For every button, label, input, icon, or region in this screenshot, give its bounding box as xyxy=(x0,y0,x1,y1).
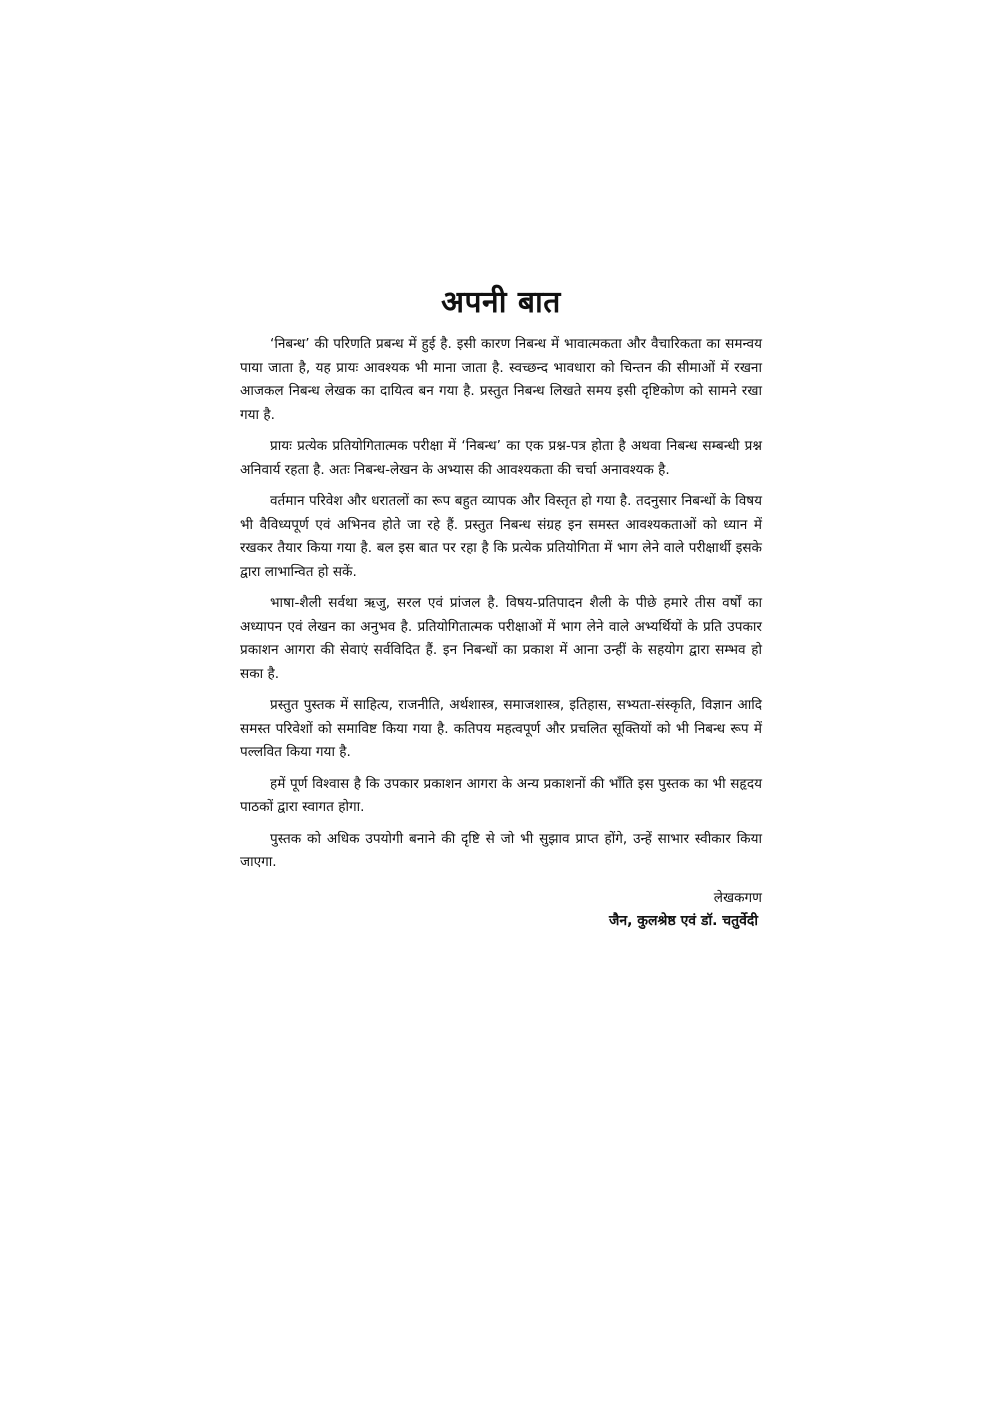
paragraph: हमें पूर्ण विश्वास है कि उपकार प्रकाशन आगरा के अन्य प्रकाशनों की भाँति इस पुस्तक का भी सहृदय पाठकों द्वारा स्वागत होगा. xyxy=(240,775,762,815)
author-names: जैन, कुलश्रेष्ठ एवं डॉ. चतुर्वेदी xyxy=(608,912,758,929)
signature-role: लेखकगण xyxy=(713,889,762,906)
paragraph: प्रस्तुत पुस्तक में साहित्य, राजनीति, अर्थशास्त्र, समाजशास्त्र, इतिहास, सभ्यता-संस्कृति, विज्ञान आदि समस्त परिवेशों को समाविष्ट किया गया है. कतिपय महत्वपूर्ण और प्रचलित सूक्तियों को भी निबन्ध रूप में पल्लवित किया गया है. xyxy=(240,697,762,760)
page-title: अपनी बात xyxy=(441,285,561,320)
paragraph: वर्तमान परिवेश और धरातलों का रूप बहुत व्यापक और विस्तृत हो गया है. तदनुसार निबन्धों के विषय भी वैविध्यपूर्ण एवं अभिनव होते जा रहे हैं. प्रस्तुत निबन्ध संग्रह इन समस्त आवश्यकताओं को ध्यान में रखकर तैयार किया गया है. बल इस बात पर रहा है कि प्रत्येक प्रतियोगिता में भाग लेने वाले परीक्षार्थी इसके द्वारा लाभान्वित हो सकें. xyxy=(240,493,762,580)
paragraph: पुस्तक को अधिक उपयोगी बनाने की दृष्टि से जो भी सुझाव प्राप्त होंगे, उन्हें साभार स्वीकार किया जाएगा. xyxy=(240,830,762,870)
paragraph: ‘निबन्ध’ की परिणति प्रबन्ध में हुई है. इसी कारण निबन्ध में भावात्मकता और वैचारिकता का समन्वय पाया जाता है, यह प्रायः आवश्यक भी माना जाता है. स्वच्छन्द भावधारा को चिन्तन की सीमाओं में रखना आजकल निबन्ध लेखक का दायित्व बन गया है. प्रस्तुत निबन्ध लिखते समय इसी दृष्टिकोण को सामने रखा गया है. xyxy=(240,336,762,423)
signature-block xyxy=(240,887,762,933)
preface-page xyxy=(240,280,762,933)
paragraph: प्रायः प्रत्येक प्रतियोगितात्मक परीक्षा में ‘निबन्ध’ का एक प्रश्न-पत्र होता है अथवा निबन्ध सम्बन्धी प्रश्न अनिवार्य रहता है. अतः निबन्ध-लेखन के अभ्यास की आवश्यकता की चर्चा अनावश्यक है. xyxy=(240,438,763,478)
paragraph: भाषा-शैली सर्वथा ऋजु, सरल एवं प्रांजल है. विषय-प्रतिपादन शैली के पीछे हमारे तीस वर्षों का अध्यापन एवं लेखन का अनुभव है. प्रतियोगितात्मक परीक्षाओं में भाग लेने वाले अभ्यर्थियों के प्रति उपकार प्रकाशन आगरा की सेवाएं सर्वविदित हैं. इन निबन्धों का प्रकाश में आना उन्हीं के सहयोग द्वारा सम्भव हो सका है. xyxy=(240,595,762,682)
